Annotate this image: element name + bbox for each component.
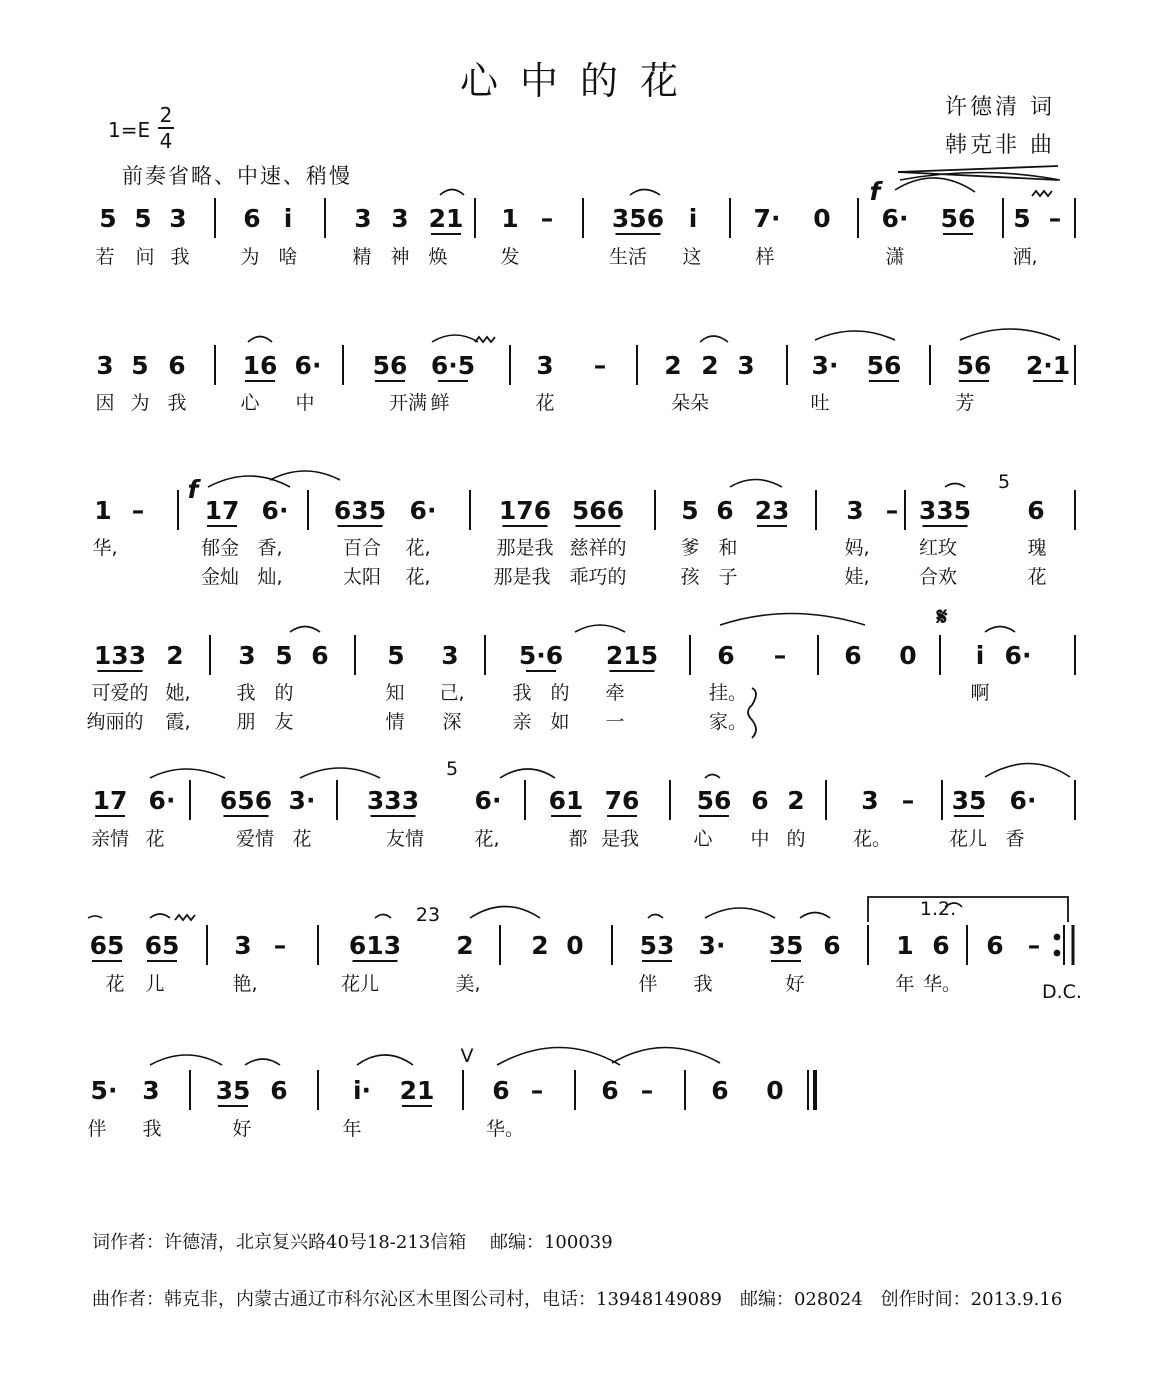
- note-symbol: 6: [986, 931, 1004, 960]
- lyric-word: 灿,: [257, 566, 283, 588]
- song-title: 心中的花: [459, 59, 700, 103]
- note-symbol: 16: [242, 351, 278, 380]
- lyric-word: 鲜: [430, 392, 450, 414]
- note-symbol: i: [975, 641, 985, 670]
- note-symbol: –: [131, 496, 145, 525]
- lyric-word: 亲: [512, 711, 532, 733]
- lyric-word: 问: [135, 246, 155, 268]
- lyric-word: 花。: [852, 828, 892, 850]
- note-symbol: 5: [99, 204, 117, 233]
- lyric-word: 芳: [955, 392, 975, 414]
- lyric-word: 花: [1027, 566, 1047, 588]
- grace-note: 5: [445, 758, 459, 780]
- note-symbol: 6: [1027, 496, 1045, 525]
- note-symbol: 6·: [409, 496, 437, 525]
- lyric-word: 都: [568, 828, 588, 850]
- note-symbol: 333: [366, 786, 420, 815]
- lyric-word: 花,: [405, 537, 431, 559]
- note-symbol: 3·: [698, 931, 726, 960]
- note-symbol: 5: [681, 496, 699, 525]
- lyric-word: 娃,: [844, 566, 870, 588]
- lyric-word: 发: [500, 246, 520, 268]
- lyric-word: 我: [512, 682, 532, 704]
- lyric-word: 那是我: [493, 566, 551, 588]
- note-symbol: 6: [492, 1076, 510, 1105]
- note-symbol: 3: [846, 496, 864, 525]
- lyric-brace: [748, 688, 756, 738]
- lyric-word: 伴: [87, 1118, 107, 1140]
- lyric-word: 红玫: [918, 537, 958, 559]
- lyric-word: 我: [693, 973, 713, 995]
- lyric-word: 心: [240, 392, 260, 414]
- lyric-word: 儿: [145, 973, 165, 995]
- mordent: [1032, 191, 1052, 196]
- note-symbol: –: [640, 1076, 654, 1105]
- note-symbol: 56: [956, 351, 992, 380]
- lyric-word: 牵: [605, 682, 625, 704]
- time-sig-top: 2: [159, 103, 173, 127]
- note-symbol: 6: [716, 496, 734, 525]
- lyric-word: 知: [385, 682, 405, 704]
- note-symbol: 3: [441, 641, 459, 670]
- note-symbol: 176: [498, 496, 552, 525]
- lyric-word: 花,: [474, 828, 500, 850]
- note-symbol: 23: [754, 496, 790, 525]
- note-symbol: 5·6: [518, 641, 564, 670]
- note-symbol: 35: [215, 1076, 251, 1105]
- lyric-word: 中: [295, 392, 315, 414]
- note-symbol: 6: [243, 204, 261, 233]
- lyric-word: 她,: [165, 682, 191, 704]
- lyric-word: 华。: [922, 973, 962, 995]
- volta-bracket: [868, 897, 1068, 922]
- note-symbol: i: [688, 204, 698, 233]
- lyric-word: 好: [232, 1118, 252, 1140]
- lyric-word: 我: [170, 246, 190, 268]
- note-symbol: –: [885, 496, 899, 525]
- note-symbol: 215: [605, 641, 659, 670]
- note-symbol: 2: [531, 931, 549, 960]
- time-sig-bottom: 4: [159, 129, 173, 153]
- volta-label: 1.2.: [919, 898, 957, 920]
- lyricist-info: 词作者：许德清，北京复兴路40号18-213信箱 邮编：100039: [92, 1232, 613, 1253]
- tempo-marking: 前奏省略、中速、稍慢: [122, 164, 352, 188]
- lyric-word: 亲情: [90, 828, 130, 850]
- note-symbol: 21: [399, 1076, 435, 1105]
- note-symbol: 3·: [811, 351, 839, 380]
- lyric-word: 百合: [342, 537, 382, 559]
- lyric-word: 爱情: [235, 828, 275, 850]
- lyric-word: 华,: [92, 537, 118, 559]
- note-symbol: 56: [372, 351, 408, 380]
- lyric-word: 家。: [708, 711, 748, 733]
- note-symbol: 6·: [881, 204, 909, 233]
- lyric-word: 样: [755, 246, 775, 268]
- lyric-word: 香: [1005, 828, 1025, 850]
- note-symbol: 0: [899, 641, 917, 670]
- lyric-word: 乖巧的: [569, 566, 627, 588]
- note-symbol: i: [283, 204, 293, 233]
- lyric-word: 可爱的: [91, 682, 149, 704]
- composer-credit: 韩克非 曲: [945, 133, 1055, 158]
- note-symbol: –: [1048, 204, 1062, 233]
- lyric-word: 绚丽的: [86, 711, 144, 733]
- note-symbol: 21: [428, 204, 464, 233]
- forte-mark: f: [869, 177, 881, 206]
- note-symbol: 6: [844, 641, 862, 670]
- note-symbol: 6·: [1009, 786, 1037, 815]
- lyric-word: 的: [274, 682, 294, 704]
- lyric-word: 深: [442, 711, 462, 733]
- note-symbol: 3: [354, 204, 372, 233]
- note-symbol: 6: [751, 786, 769, 815]
- lyric-word: 我: [142, 1118, 162, 1140]
- note-symbol: 2·1: [1025, 351, 1071, 380]
- note-symbol: 3: [142, 1076, 160, 1105]
- lyric-word: 这: [682, 246, 702, 268]
- note-symbol: 56: [940, 204, 976, 233]
- repeat-dot: [1055, 935, 1060, 940]
- lyric-word: 孩: [680, 566, 700, 588]
- note-symbol: 2: [787, 786, 805, 815]
- grace-note: 23: [415, 904, 441, 926]
- note-symbol: 6: [601, 1076, 619, 1105]
- note-symbol: 2: [456, 931, 474, 960]
- lyric-word: 啊: [970, 682, 990, 704]
- lyric-word: 美,: [455, 973, 481, 995]
- note-symbol: 5: [387, 641, 405, 670]
- note-symbol: 61: [548, 786, 584, 815]
- lyric-word: 啥: [278, 246, 298, 268]
- grace-note: 5: [997, 471, 1011, 493]
- lyric-word: 为: [240, 246, 260, 268]
- note-symbol: 3·: [288, 786, 316, 815]
- note-symbol: 356: [611, 204, 665, 233]
- note-symbol: 6: [270, 1076, 288, 1105]
- note-symbol: 17: [92, 786, 128, 815]
- note-symbol: 6·: [1004, 641, 1032, 670]
- lyric-word: 我: [236, 682, 256, 704]
- lyric-word: 花: [292, 828, 312, 850]
- note-symbol: 6: [711, 1076, 729, 1105]
- note-symbol: 65: [144, 931, 180, 960]
- note-symbol: 5: [275, 641, 293, 670]
- note-symbol: 5: [134, 204, 152, 233]
- note-symbol: 6·5: [430, 351, 476, 380]
- lyric-word: 慈祥的: [569, 537, 627, 559]
- note-symbol: 6: [311, 641, 329, 670]
- lyric-word: 是我: [600, 828, 640, 850]
- note-symbol: 3: [234, 931, 252, 960]
- lyric-word: 吐: [810, 392, 830, 414]
- note-symbol: 1: [501, 204, 519, 233]
- note-symbol: 6: [168, 351, 186, 380]
- mordent: [175, 915, 195, 920]
- note-symbol: 2: [664, 351, 682, 380]
- note-symbol: 656: [219, 786, 273, 815]
- note-symbol: 56: [866, 351, 902, 380]
- lyric-word: 好: [785, 973, 805, 995]
- note-symbol: 6·: [294, 351, 322, 380]
- breath-mark: V: [460, 1045, 474, 1067]
- note-symbol: 6: [932, 931, 950, 960]
- lyric-word: 为: [130, 392, 150, 414]
- note-symbol: 5: [131, 351, 149, 380]
- lyric-word: 香,: [257, 537, 283, 559]
- note-symbol: 3: [391, 204, 409, 233]
- lyric-word: 华。: [485, 1118, 525, 1140]
- note-symbol: 53: [639, 931, 675, 960]
- note-symbol: 2: [166, 641, 184, 670]
- note-symbol: –: [1027, 931, 1041, 960]
- note-symbol: 0: [766, 1076, 784, 1105]
- lyric-word: 艳,: [232, 973, 258, 995]
- note-symbol: 6: [717, 641, 735, 670]
- lyric-word: 生活: [608, 246, 648, 268]
- composer-info: 曲作者：韩克非，内蒙古通辽市科尔沁区木里图公司村，电话：13948149089 邮编：028024 创作时间：2013.9.16: [92, 1289, 1063, 1310]
- note-symbol: 6·: [474, 786, 502, 815]
- lyric-word: 的: [550, 682, 570, 704]
- lyricist-credit: 许德清 词: [945, 95, 1055, 120]
- note-symbol: 3: [96, 351, 114, 380]
- lyric-word: 霞,: [165, 711, 191, 733]
- note-symbol: 65: [89, 931, 125, 960]
- note-symbol: 2: [701, 351, 719, 380]
- lyric-word: 和: [718, 537, 738, 559]
- lyric-word: 郁金: [200, 537, 240, 559]
- lyric-word: 花: [145, 828, 165, 850]
- note-symbol: 56: [696, 786, 732, 815]
- lyric-word: 焕: [428, 246, 448, 268]
- lyric-word: 精: [352, 246, 372, 268]
- note-symbol: 635: [333, 496, 387, 525]
- note-symbol: 566: [571, 496, 625, 525]
- note-symbol: 3: [536, 351, 554, 380]
- note-symbol: 3: [169, 204, 187, 233]
- lyric-word: 子: [718, 566, 738, 588]
- note-symbol: –: [773, 641, 787, 670]
- note-symbol: 6: [823, 931, 841, 960]
- note-symbol: 35: [951, 786, 987, 815]
- lyric-word: 朋: [236, 711, 256, 733]
- note-symbol: 335: [918, 496, 972, 525]
- lyric-word: 合欢: [918, 566, 958, 588]
- lyric-word: 花: [105, 973, 125, 995]
- lyric-word: 神: [390, 246, 410, 268]
- lyric-word: 金灿: [200, 566, 240, 588]
- lyric-word: 潇: [885, 246, 905, 268]
- lyric-word: 友情: [385, 828, 425, 850]
- lyric-word: 太阳: [342, 566, 382, 588]
- lyric-word: 瑰: [1027, 537, 1047, 559]
- note-symbol: 613: [348, 931, 402, 960]
- note-symbol: 0: [566, 931, 584, 960]
- note-symbol: 35: [768, 931, 804, 960]
- lyric-word: 开满: [388, 392, 428, 414]
- lyric-word: 花儿: [948, 828, 988, 850]
- note-symbol: –: [530, 1076, 544, 1105]
- note-symbol: 3: [238, 641, 256, 670]
- note-symbol: 5: [1013, 204, 1031, 233]
- lyric-word: 花儿: [340, 973, 380, 995]
- lyric-word: 的: [786, 828, 806, 850]
- note-symbol: 6·: [261, 496, 289, 525]
- note-symbol: 7·: [753, 204, 781, 233]
- lyric-word: 年: [895, 973, 915, 995]
- lyric-word: 挂。: [708, 682, 748, 704]
- lyric-word: 若: [95, 246, 115, 268]
- dc-mark: D.C.: [1042, 981, 1082, 1003]
- note-symbol: 0: [813, 204, 831, 233]
- segno-mark: 𝄋: [936, 602, 948, 631]
- lyric-word: 中: [750, 828, 770, 850]
- lyric-word: 友: [274, 711, 294, 733]
- note-symbol: –: [273, 931, 287, 960]
- note-symbol: 3: [737, 351, 755, 380]
- note-symbol: 1: [94, 496, 112, 525]
- lyric-word: 洒,: [1012, 246, 1038, 268]
- lyric-word: 年: [342, 1118, 362, 1140]
- lyric-word: 因: [95, 392, 115, 414]
- note-symbol: 1: [896, 931, 914, 960]
- note-symbol: i·: [352, 1076, 372, 1105]
- note-symbol: 6·: [148, 786, 176, 815]
- lyric-word: 一: [605, 711, 625, 733]
- note-symbol: –: [540, 204, 554, 233]
- note-symbol: 133: [93, 641, 147, 670]
- note-symbol: 5·: [90, 1076, 118, 1105]
- lyric-word: 如: [550, 711, 570, 733]
- lyric-word: 花: [535, 392, 555, 414]
- lyric-word: 伴: [638, 973, 658, 995]
- lyric-word: 那是我: [496, 537, 554, 559]
- lyric-word: 我: [167, 392, 187, 414]
- forte-mark: f: [187, 475, 199, 504]
- note-symbol: 76: [604, 786, 640, 815]
- note-symbol: 17: [204, 496, 240, 525]
- lyric-word: 朵朵: [670, 392, 710, 414]
- lyric-word: 爹: [680, 537, 700, 559]
- note-symbol: –: [593, 351, 607, 380]
- lyric-word: 妈,: [844, 537, 870, 559]
- lyric-word: 心: [693, 828, 713, 850]
- lyric-word: 己,: [439, 682, 465, 704]
- lyric-word: 花,: [405, 566, 431, 588]
- note-symbol: –: [901, 786, 915, 815]
- lyric-word: 情: [385, 711, 405, 733]
- hairpin-line: [898, 166, 1058, 172]
- key-signature: 1=E: [108, 118, 151, 142]
- note-symbol: 3: [861, 786, 879, 815]
- repeat-dot: [1055, 951, 1060, 956]
